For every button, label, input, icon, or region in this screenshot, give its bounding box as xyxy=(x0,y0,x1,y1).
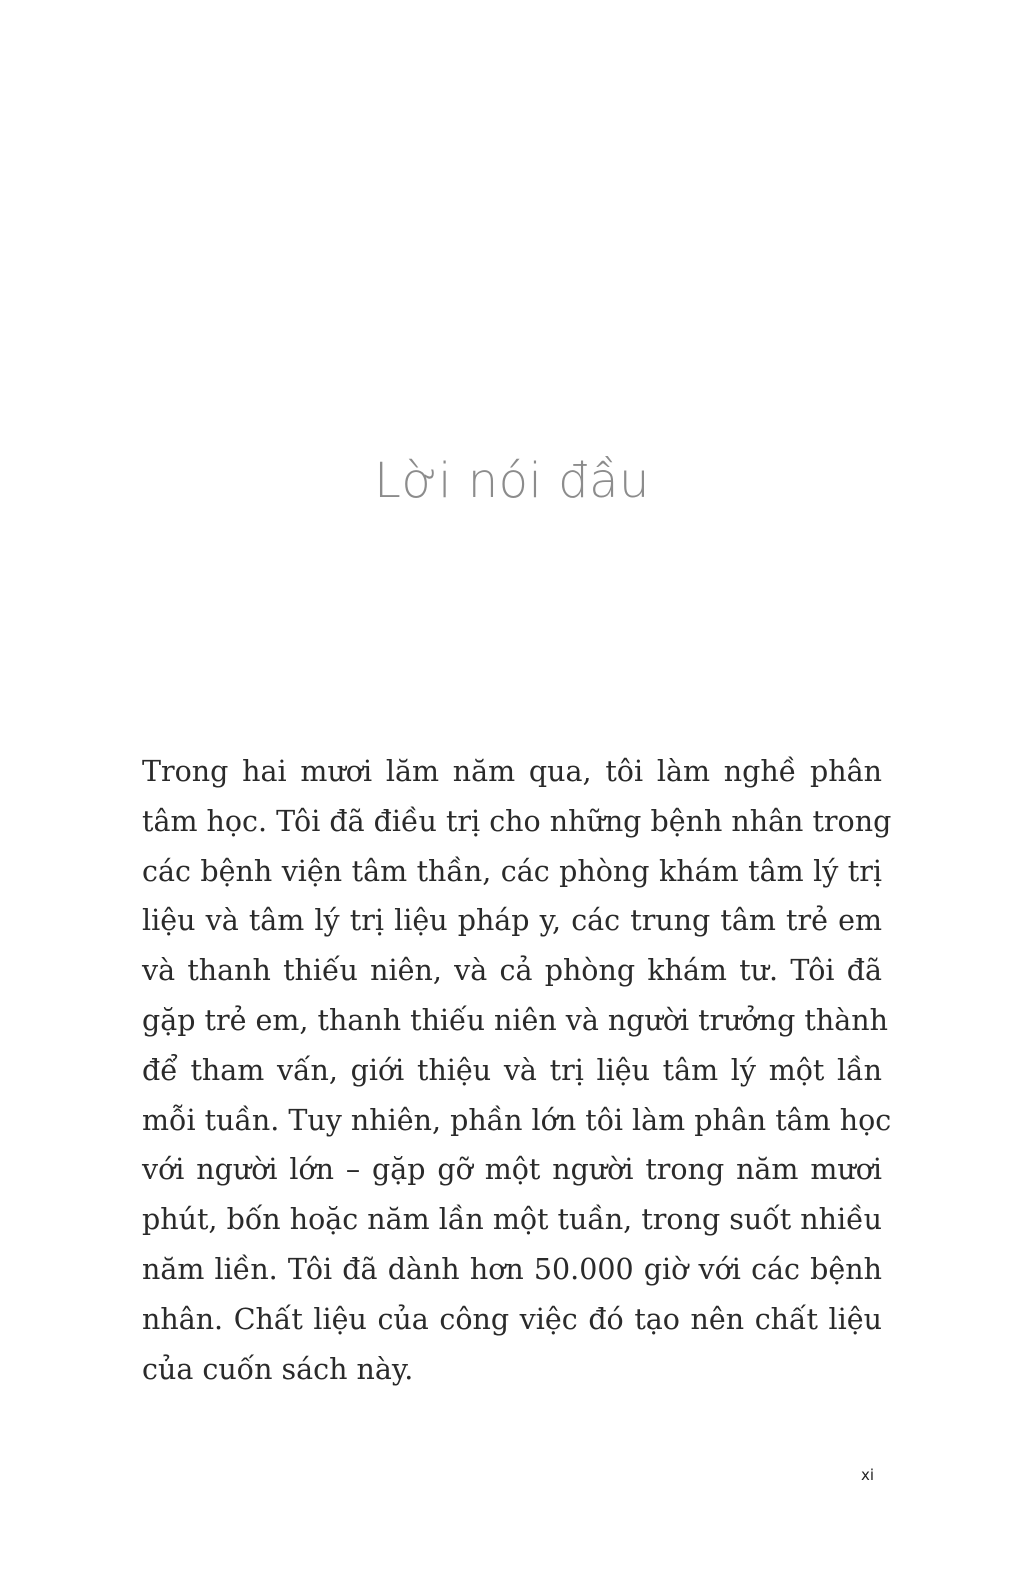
text-line: để tham vấn, giới thiệu và trị liệu tâm lý một lần xyxy=(142,1053,882,1087)
text-line: và thanh thiếu niên, và cả phòng khám tư. Tôi đã xyxy=(142,954,882,988)
text-line: của cuốn sách này. xyxy=(142,1352,414,1386)
text-line: với người lớn – gặp gỡ một người trong năm mươi xyxy=(142,1153,882,1187)
chapter-title: Lời nói đầu xyxy=(374,453,650,509)
body-paragraph xyxy=(142,747,892,1394)
page-number: xi xyxy=(861,1466,875,1484)
text-line: gặp trẻ em, thanh thiếu niên và người trưởng thành xyxy=(142,1003,888,1037)
text-line: Trong hai mươi lăm năm qua, tôi làm nghề phân xyxy=(142,755,882,788)
text-line: liệu và tâm lý trị liệu pháp y, các trung tâm trẻ em xyxy=(142,904,882,938)
text-line: nhân. Chất liệu của công việc đó tạo nên chất liệu xyxy=(142,1302,882,1336)
text-line: năm liền. Tôi đã dành hơn 50.000 giờ với các bệnh xyxy=(142,1252,882,1286)
text-line: mỗi tuần. Tuy nhiên, phần lớn tôi làm phân tâm học xyxy=(142,1103,892,1137)
text-line: phút, bốn hoặc năm lần một tuần, trong suốt nhiều xyxy=(142,1203,882,1237)
text-line: tâm học. Tôi đã điều trị cho những bệnh nhân trong xyxy=(142,804,892,838)
text-line: các bệnh viện tâm thần, các phòng khám tâm lý trị xyxy=(142,854,882,888)
